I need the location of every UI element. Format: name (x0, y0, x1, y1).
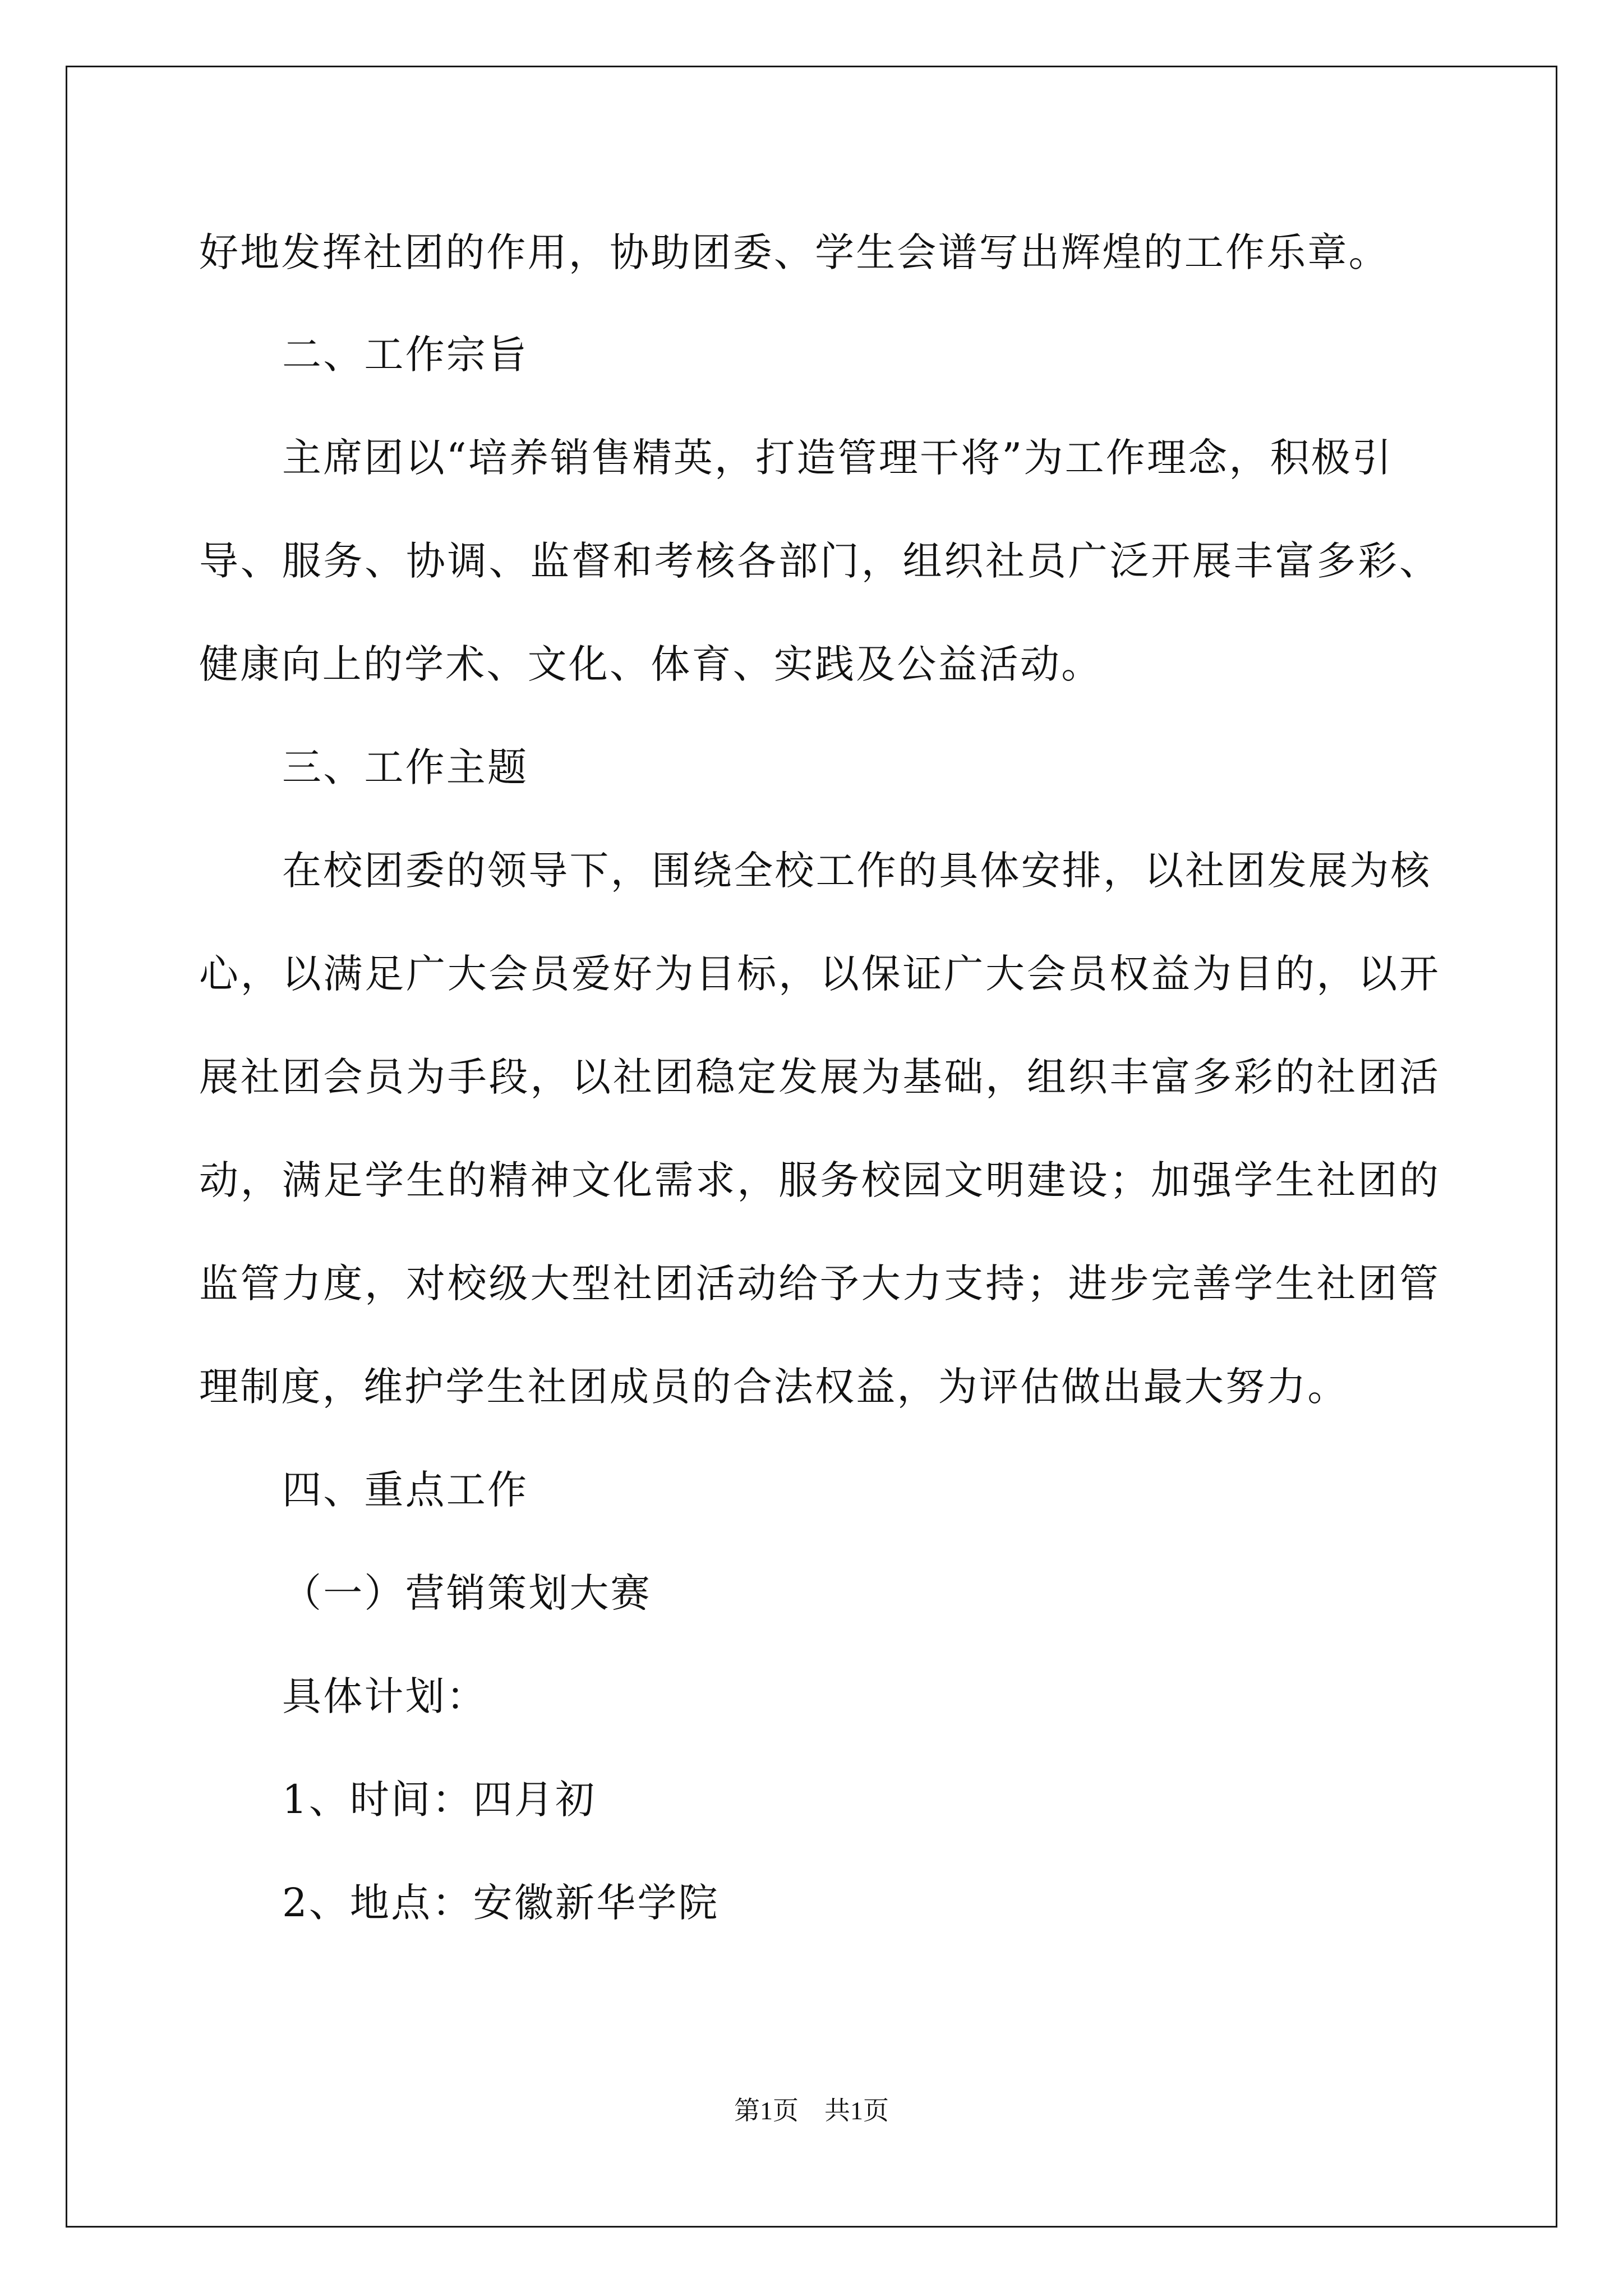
section-heading: 三、工作主题 (282, 744, 529, 790)
paragraph-line: 心，以满足广大会员爱好为目标，以保证广大会员权益为目的，以开 (199, 951, 1438, 997)
section-heading: 二、工作宗旨 (282, 332, 529, 378)
page-number: 第1页 (734, 2096, 799, 2125)
paragraph-line: 导、服务、协调、监督和考核各部门，组织社员广泛开展丰富多彩、 (199, 538, 1438, 584)
paragraph-line: 动，满足学生的精神文化需求，服务校园文明建设；加强学生社团的 (199, 1157, 1438, 1203)
paragraph-line: 主席团以“培养销售精英，打造管理干将”为工作理念，积极引 (282, 435, 1394, 481)
body-line: 好地发挥社团的作用，协助团委、学生会谱写出辉煌的工作乐章。 (199, 229, 1390, 275)
paragraph-line: 监管力度，对校级大型社团活动给予大力支持；进步完善学生社团管 (199, 1260, 1438, 1306)
plan-label: 具体计划： (282, 1673, 487, 1719)
paragraph-line: 理制度，维护学生社团成员的合法权益，为评估做出最大努力。 (199, 1364, 1349, 1410)
plan-item-time: 1、时间：四月初 (282, 1777, 597, 1823)
paragraph-line: 健康向上的学术、文化、体育、实践及公益活动。 (199, 641, 1103, 687)
plan-item-location: 2、地点：安徽新华学院 (282, 1880, 720, 1926)
section-heading: 四、重点工作 (282, 1467, 529, 1513)
subsection-heading: （一）营销策划大赛 (282, 1570, 652, 1616)
paragraph-line: 在校团委的领导下，围绕全校工作的具体安排，以社团发展为核 (282, 848, 1432, 894)
page-footer (0, 2098, 1623, 2124)
page-total: 共1页 (824, 2096, 889, 2125)
paragraph-line: 展社团会员为手段，以社团稳定发展为基础，组织丰富多彩的社团活 (199, 1054, 1438, 1100)
